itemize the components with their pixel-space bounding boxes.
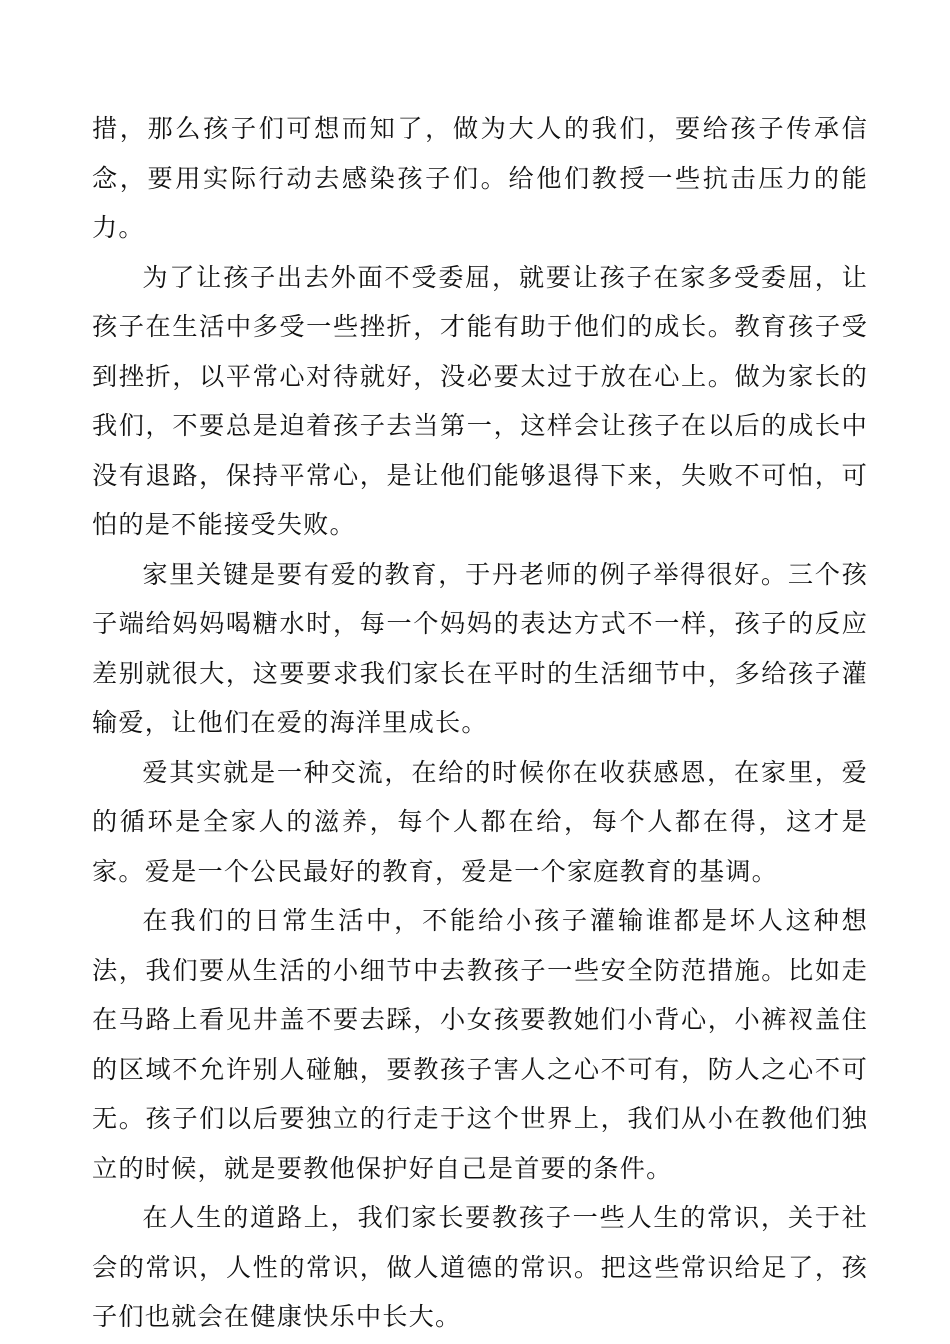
paragraph-common-sense: 在人生的道路上，我们家长要教孩子一些人生的常识，关于社会的常识，人性的常识，做人道德的常识。把这些常识给足了，孩子们也就会在健康快乐中长大。 — [92, 1203, 868, 1331]
paragraph-setbacks: 为了让孩子出去外面不受委屈，就要让孩子在家多受委屈，让孩子在生活中多受一些挫折，才能有助于他们的成长。教育孩子受到挫折，以平常心对待就好，没必要太过于放在心上。做为家长的我们，不要总是迫着孩子去当第一，这样会让孩子在以后的成长中没有退路，保持平常心，是让他们能够退得下来，失败不可怕，可怕的是不能接受失败。 — [92, 262, 868, 539]
paragraph-love-education: 家里关键是要有爱的教育，于丹老师的例子举得很好。三个孩子端给妈妈喝糖水时，每一个妈妈的表达方式不一样，孩子的反应差别就很大，这要要求我们家长在平时的生活细节中，多给孩子灌输爱，让他们在爱的海洋里成长。 — [92, 559, 868, 737]
paragraph-safety: 在我们的日常生活中，不能给小孩子灌输谁都是坏人这种想法，我们要从生活的小细节中去教孩子一些安全防范措施。比如走在马路上看见井盖不要去踩，小女孩要教她们小背心，小裤衩盖住的区域不允许别人碰触，要教孩子害人之心不可有，防人之心不可无。孩子们以后要独立的行走于这个世界上，我们从小在教他们独立的时候，就是要教他保护好自己是首要的条件。 — [92, 906, 868, 1183]
paragraph-love-exchange: 爱其实就是一种交流，在给的时候你在收获感恩，在家里，爱的循环是全家人的滋养，每个人都在给，每个人都在得，这才是家。爱是一个公民最好的教育，爱是一个家庭教育的基调。 — [92, 757, 868, 886]
body-text — [92, 104, 868, 1342]
paragraph-continuation: 措，那么孩子们可想而知了，做为大人的我们，要给孩子传承信念，要用实际行动去感染孩子们。给他们教授一些抗击压力的能力。 — [92, 114, 868, 242]
